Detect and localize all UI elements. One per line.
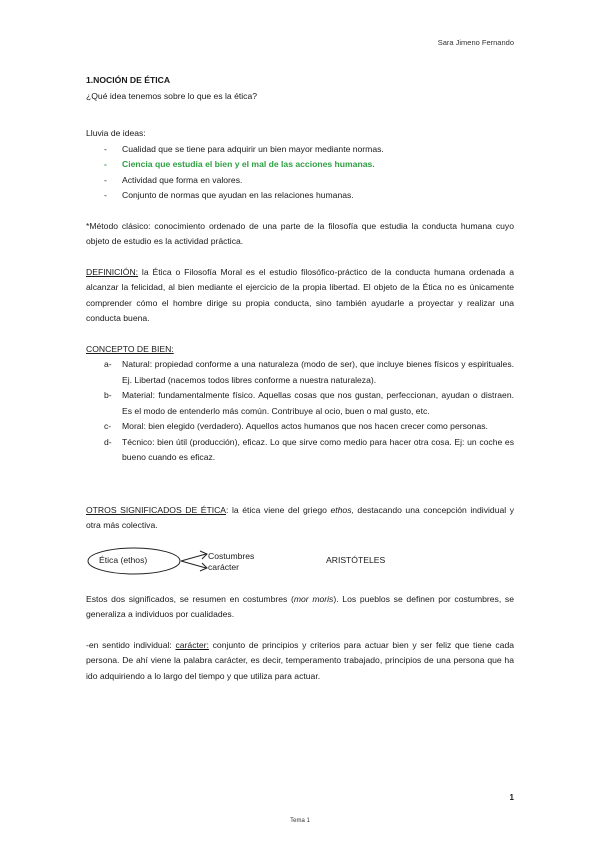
meaning-character: carácter (208, 561, 240, 572)
ideas-list (86, 142, 514, 204)
meaning-customs: Costumbres (208, 550, 255, 561)
ethos-meanings (208, 551, 254, 573)
method-note: *Método clásico: conocimiento ordenado de una parte de la filosofía que estudia la conducta humana cuyo objeto de estudio es la actividad práctica. (86, 220, 514, 246)
individual-paragraph (86, 638, 514, 685)
section-title: 1.NOCIÓN DE ÉTICA (86, 75, 171, 85)
summary-paragraph (86, 592, 514, 623)
latin-term: mor moris (293, 593, 334, 604)
other-meanings-label: OTROS SIGNIFICADOS DE ÉTICA (86, 504, 227, 515)
list-marker: a- (104, 359, 112, 369)
list-item: - Conjunto de normas que ayudan en las relaciones humanas. (86, 188, 514, 204)
summary-text-end: ). Los pueblos se definen por costumbres, se generaliza a individuos por cualidades. (86, 593, 514, 619)
list-marker: c- (104, 421, 112, 431)
page-number: 1 (509, 793, 514, 802)
good-concept-list (86, 357, 514, 466)
other-meanings-paragraph (86, 503, 514, 534)
definition-text: la Ética o Filosofía Moral es el estudio filosófico-práctico de la conducta humana ordenada a alcanzar la felicidad, al bien mediante el ejercicio de la propia libertad. El objeto de la Ética no es únicamente comprender cómo el hombre dirige su propia conducta, sino también ayudarle a proyectar y realizar una conducta buena. (86, 266, 514, 323)
brainstorm-label: Lluvia de ideas: (86, 128, 146, 138)
list-item-text: Técnico: bien útil (producción), eficaz. Lo que sirve como medio para hacer otra cosa. Ej: un coche es bueno cuando es eficaz. (122, 436, 514, 462)
footer-label: Tema 1 (290, 818, 310, 824)
individual-text: -en sentido individual: (86, 639, 176, 650)
header-author: Sara Jimeno Fernando (437, 38, 514, 47)
list-item (86, 435, 514, 466)
ethos-term: ethos, (330, 504, 354, 515)
list-item: - Actividad que forma en valores. (86, 173, 514, 189)
individual-text-end: conjunto de principios y criterios para actuar bien y ser feliz que tiene cada persona. De ahí viene la palabra carácter, es decir, temperamento trabajado, principios de una persona que ha ido adquiriendo a lo largo del tiempo y que utiliza para actuar. (86, 639, 515, 681)
list-marker: b- (104, 390, 112, 400)
ethos-diagram (86, 542, 514, 586)
list-item-text: Moral: bien elegido (verdadero). Aquellos actos humanos que nos hacen crecer como personas. (122, 421, 488, 431)
other-meanings-text: : la ética viene del griego (226, 504, 331, 515)
list-item-text: Natural: propiedad conforme a una naturaleza (modo de ser), que incluye bienes físicos y espirituales. Ej. Libertad (nacemos todos libres conforme a nuestra naturaleza). (122, 359, 514, 385)
definition-paragraph (86, 265, 514, 327)
list-item (86, 357, 514, 388)
character-term: carácter: (175, 639, 209, 650)
list-item (86, 388, 514, 419)
good-concept-title: CONCEPTO DE BIEN: (86, 343, 174, 354)
summary-text: Estos dos significados, se resumen en costumbres ( (86, 593, 294, 604)
document-body (86, 73, 514, 684)
section-question: ¿Qué idea tenemos sobre lo que es la ética? (86, 90, 258, 101)
aristotle-label: ARISTÓTELES (326, 554, 386, 565)
list-item (86, 419, 514, 435)
list-item-text: Material: fundamentalmente físico. Aquellas cosas que nos gustan, perfeccionan, ayudan o distraen. Es el modo de entenderlo más común. Contribuye al ocio, buen o mal gusto, etc. (122, 390, 514, 416)
ethos-label: Ética (ethos) (99, 554, 148, 565)
list-marker: d- (104, 436, 112, 447)
list-item: - Cualidad que se tiene para adquirir un bien mayor mediante normas. (86, 142, 514, 158)
other-meanings-text-end: destacando una concepción individual y otra más colectiva. (86, 504, 515, 530)
definition-label: DEFINICIÓN: (86, 266, 139, 277)
list-item-highlighted: - Ciencia que estudia el bien y el mal de las acciones humanas. (86, 157, 514, 173)
arrow-icon (180, 548, 210, 574)
